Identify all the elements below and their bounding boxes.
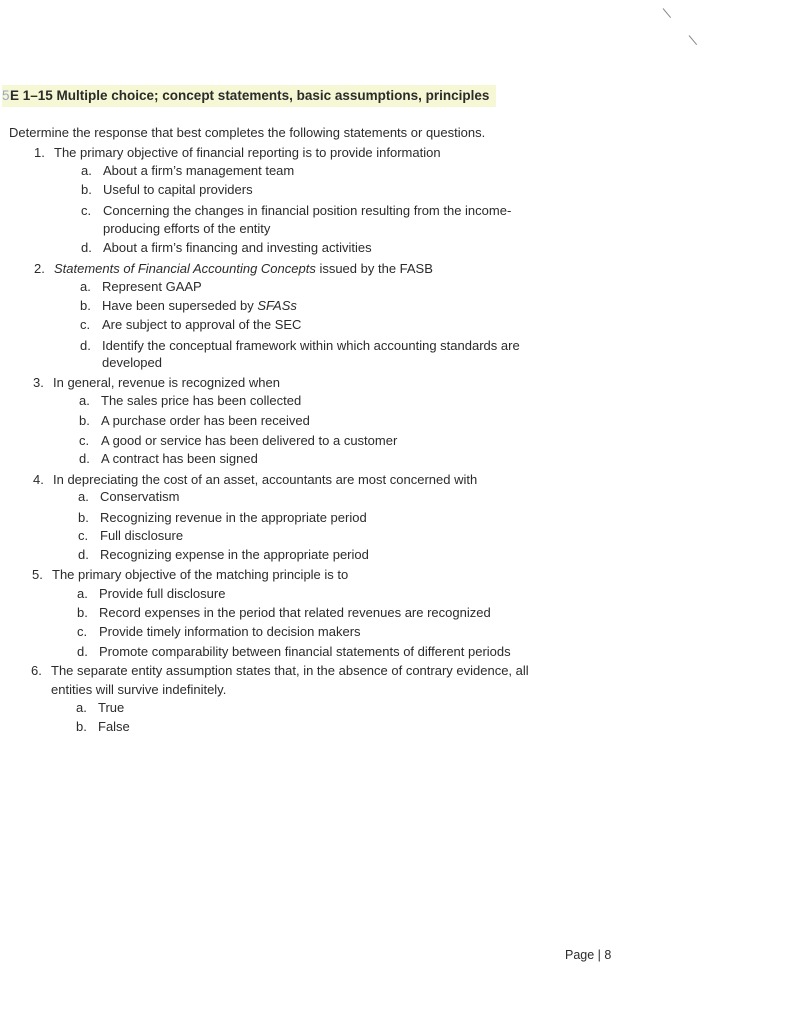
question-6	[31, 663, 529, 679]
option-5c	[77, 624, 361, 640]
question-2	[34, 261, 433, 277]
option-text: Promote comparability between financial statements of different periods	[99, 644, 511, 659]
option-letter: d.	[79, 451, 90, 466]
question-text: In depreciating the cost of an asset, accountants are most concerned with	[53, 472, 478, 487]
option-text: Recognizing revenue in the appropriate period	[100, 510, 367, 525]
option-letter: a.	[79, 393, 90, 408]
option-letter: c.	[78, 528, 89, 543]
option-text: Full disclosure	[100, 528, 184, 543]
option-1a	[81, 163, 294, 179]
option-text: Recognizing expense in the appropriate period	[100, 547, 369, 562]
exercise-heading	[2, 85, 496, 107]
question-number: 3.	[33, 375, 44, 390]
option-text: Provide timely information to decision makers	[99, 624, 361, 639]
option-text: About a firm’s management team	[103, 163, 295, 178]
option-2d	[80, 338, 520, 354]
option-letter: c.	[80, 317, 91, 332]
question-text: In general, revenue is recognized when	[53, 375, 280, 390]
option-letter: b.	[77, 605, 88, 620]
exercise-title: E 1–15 Multiple choice; concept statements, basic assumptions, principles	[10, 88, 490, 103]
option-text: About a firm’s financing and investing activities	[103, 240, 372, 255]
option-2d-continued	[102, 355, 162, 371]
option-letter: d.	[77, 644, 88, 659]
heading-marker: 5	[2, 88, 10, 103]
option-letter: c.	[79, 433, 90, 448]
option-3d	[79, 451, 258, 467]
option-text: Concerning the changes in financial position resulting from the income-	[103, 203, 512, 218]
question-number: 5.	[32, 567, 43, 582]
option-letter: b.	[79, 413, 90, 428]
option-3a	[79, 393, 301, 409]
option-text: False	[98, 719, 130, 734]
option-text: A good or service has been delivered to a customer	[101, 433, 398, 448]
option-letter: b.	[81, 182, 92, 197]
option-4a	[78, 489, 179, 505]
option-letter: a.	[80, 279, 91, 294]
option-text: Conservatism	[100, 489, 180, 504]
option-letter: c.	[81, 203, 92, 218]
option-letter: b.	[76, 719, 87, 734]
option-6b	[76, 719, 130, 735]
question-6-continued	[51, 682, 226, 698]
question-4	[33, 472, 477, 488]
question-text: The primary objective of the matching principle is to	[52, 567, 349, 582]
option-5a	[77, 586, 225, 602]
scan-artifact	[689, 35, 697, 45]
option-2b	[80, 298, 297, 314]
option-text: Provide full disclosure	[99, 586, 226, 601]
option-letter: d.	[80, 338, 91, 353]
option-text: The sales price has been collected	[101, 393, 302, 408]
option-text-italic: SFASs	[257, 298, 297, 313]
question-text: The separate entity assumption states that, in the absence of contrary evidence, all	[51, 663, 529, 678]
option-letter: d.	[78, 547, 89, 562]
option-text: Identify the conceptual framework within which accounting standards are	[102, 338, 520, 353]
question-5	[32, 567, 348, 583]
option-text: A purchase order has been received	[101, 413, 310, 428]
question-text-italic: Statements of Financial Accounting Concepts	[54, 261, 316, 276]
question-text: entities will survive indefinitely.	[51, 682, 227, 697]
option-5b	[77, 605, 491, 621]
option-text: Record expenses in the period that related revenues are recognized	[99, 605, 491, 620]
option-text: A contract has been signed	[101, 451, 258, 466]
option-6a	[76, 700, 124, 716]
option-5d	[77, 644, 511, 660]
question-text: issued by the FASB	[315, 261, 433, 276]
option-text: Represent GAAP	[102, 279, 202, 294]
option-letter: a.	[77, 586, 88, 601]
option-text: Have been superseded by	[102, 298, 258, 313]
question-text: The primary objective of financial reporting is to provide information	[54, 145, 441, 160]
option-4b	[78, 510, 367, 526]
option-letter: a.	[78, 489, 89, 504]
option-4c	[78, 528, 183, 544]
option-1b	[81, 182, 253, 198]
question-number: 6.	[31, 663, 42, 678]
option-text: developed	[102, 355, 162, 370]
question-number: 4.	[33, 472, 44, 487]
option-4d	[78, 547, 369, 563]
option-letter: b.	[78, 510, 89, 525]
question-3	[33, 375, 280, 391]
page-number: Page | 8	[565, 948, 612, 962]
question-number: 1.	[34, 145, 45, 160]
option-letter: a.	[76, 700, 87, 715]
option-3b	[79, 413, 310, 429]
instructions: Determine the response that best completes the following statements or questions.	[9, 125, 486, 140]
question-number: 2.	[34, 261, 45, 276]
option-text: Are subject to approval of the SEC	[102, 317, 302, 332]
option-2a	[80, 279, 202, 295]
option-3c	[79, 433, 397, 449]
option-text: producing efforts of the entity	[103, 221, 271, 236]
option-1c	[81, 203, 511, 219]
question-1	[34, 145, 441, 161]
option-1d	[81, 240, 372, 256]
option-letter: d.	[81, 240, 92, 255]
option-letter: c.	[77, 624, 88, 639]
option-text: True	[98, 700, 125, 715]
option-letter: a.	[81, 163, 92, 178]
option-text: Useful to capital providers	[103, 182, 253, 197]
scan-artifact	[663, 8, 671, 18]
option-letter: b.	[80, 298, 91, 313]
option-1c-continued	[103, 221, 270, 237]
option-2c	[80, 317, 301, 333]
